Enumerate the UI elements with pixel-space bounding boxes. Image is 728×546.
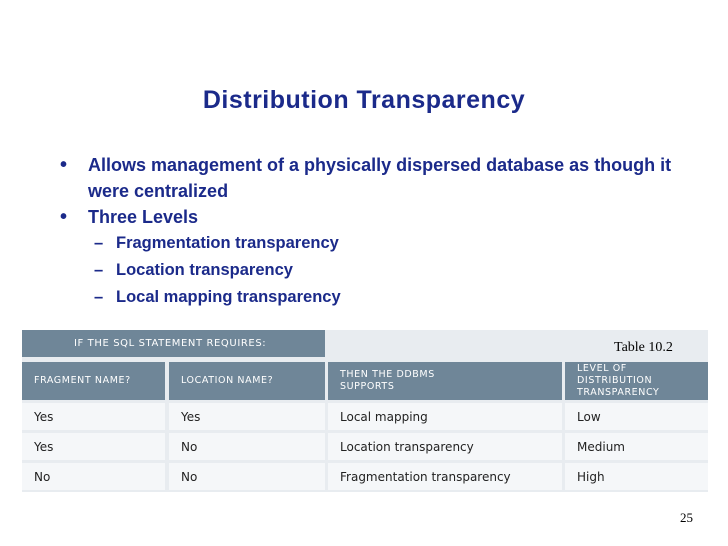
table-cell: Location transparency bbox=[328, 433, 562, 460]
bullet-icon: • bbox=[60, 154, 68, 176]
dash-icon: – bbox=[94, 288, 104, 306]
table-cell: Yes bbox=[22, 433, 165, 460]
bullet-icon: • bbox=[60, 206, 68, 228]
table-cell: Local mapping bbox=[328, 403, 562, 430]
table-cell: High bbox=[565, 463, 708, 490]
bullet-text: Three Levels bbox=[88, 207, 199, 227]
sub-bullet-item bbox=[60, 230, 680, 257]
sub-bullet-text: Location transparency bbox=[116, 261, 293, 279]
transparency-table bbox=[22, 330, 708, 492]
page-number: 25 bbox=[680, 510, 693, 525]
table-cell: No bbox=[22, 463, 165, 490]
column-header: LEVEL OF DISTRIBUTION TRANSPARENCY bbox=[565, 362, 708, 400]
table-cell: No bbox=[169, 433, 325, 460]
table-caption: Table 10.2 bbox=[614, 340, 673, 355]
column-header: FRAGMENT NAME? bbox=[22, 362, 165, 400]
table-cell: Medium bbox=[565, 433, 708, 460]
dash-icon: – bbox=[94, 234, 104, 252]
table-cell: Fragmentation transparency bbox=[328, 463, 562, 490]
sub-bullet-item bbox=[60, 257, 680, 284]
bullet-text: Allows management of a physically dispersed database as though it were centralized bbox=[88, 155, 672, 201]
sub-bullet-text: Local mapping transparency bbox=[116, 288, 341, 306]
bullet-item bbox=[60, 152, 680, 204]
table-cell: Yes bbox=[169, 403, 325, 430]
sub-bullet-text: Fragmentation transparency bbox=[116, 234, 339, 252]
table-group-header: IF THE SQL STATEMENT REQUIRES: bbox=[22, 330, 325, 357]
dash-icon: – bbox=[94, 261, 104, 279]
bullet-list bbox=[60, 152, 680, 311]
table-cell: No bbox=[169, 463, 325, 490]
column-header: LOCATION NAME? bbox=[169, 362, 325, 400]
table-cell: Yes bbox=[22, 403, 165, 430]
slide-title: Distribution Transparency bbox=[202, 86, 526, 114]
column-header: THEN THE DDBMS SUPPORTS bbox=[328, 362, 562, 400]
bullet-item bbox=[60, 204, 680, 230]
sub-bullet-item bbox=[60, 284, 680, 311]
table-cell: Low bbox=[565, 403, 708, 430]
